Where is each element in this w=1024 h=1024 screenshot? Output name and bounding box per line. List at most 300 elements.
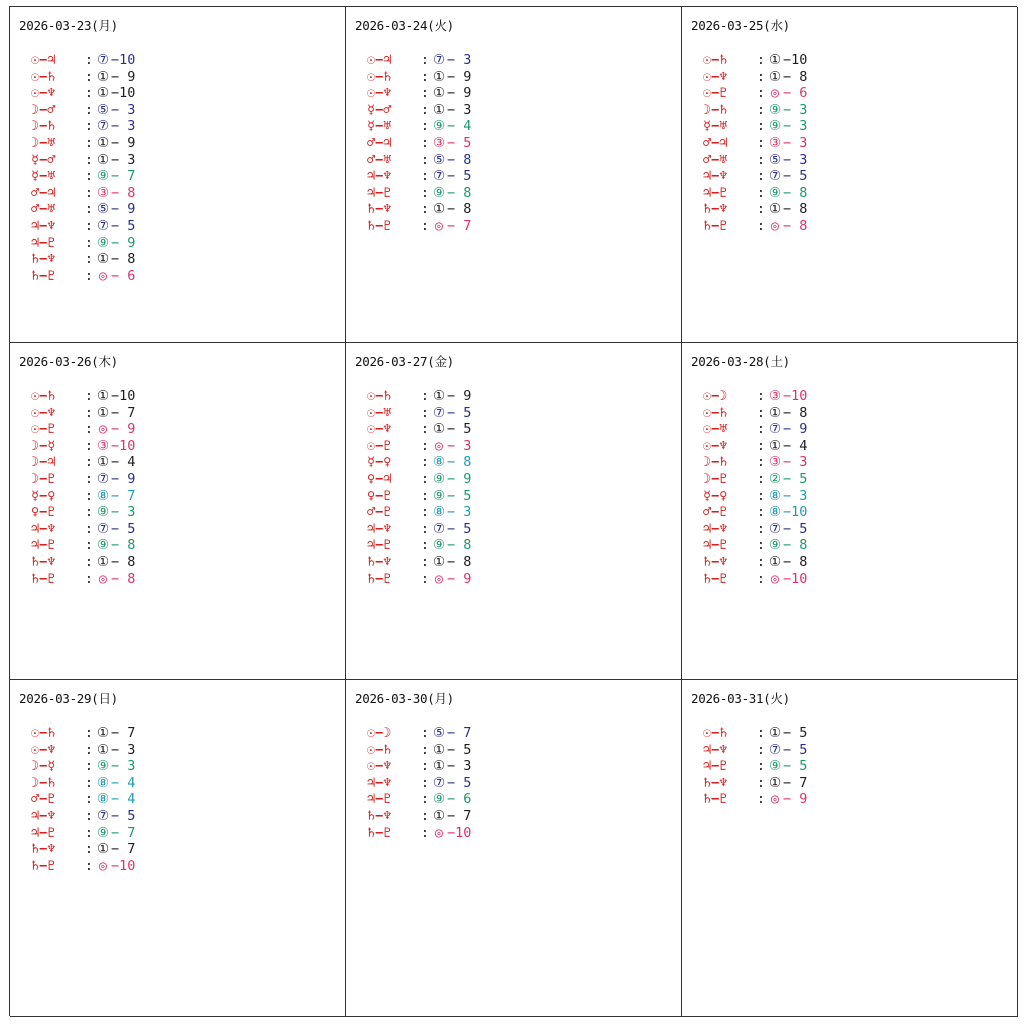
aspect-value: − 8 <box>783 184 808 201</box>
aspect-row <box>703 454 1017 471</box>
day-date: 2026-03-30(月) <box>355 691 454 706</box>
aspect-symbols: ☽−♇ <box>703 470 728 487</box>
separator: : <box>84 421 94 438</box>
aspect-list <box>31 388 345 587</box>
aspect-list <box>703 725 1017 808</box>
aspect-circled-number: ⑤ <box>432 725 446 741</box>
aspect-list <box>31 52 345 284</box>
aspect-value: − 8 <box>783 404 808 421</box>
aspect-value: − 3 <box>447 101 472 118</box>
aspect-circled-number: ⑦ <box>96 520 110 537</box>
aspect-row <box>31 118 345 135</box>
separator: : <box>756 741 766 758</box>
separator: : <box>84 841 94 858</box>
aspect-value: −10 <box>111 388 136 404</box>
aspect-symbols: ☉−♄ <box>703 725 728 741</box>
separator: : <box>420 168 430 185</box>
aspect-value: − 4 <box>111 774 136 791</box>
aspect-value: −10 <box>111 437 136 454</box>
aspect-circled-number: ① <box>96 404 110 421</box>
aspect-row <box>31 537 345 554</box>
day-cell <box>10 680 346 1017</box>
separator: : <box>420 151 430 168</box>
aspect-circled-number: ⑨ <box>432 537 446 554</box>
aspect-row <box>367 537 681 554</box>
aspect-symbols: ♄−♇ <box>703 217 728 234</box>
aspect-row <box>31 421 345 438</box>
separator: : <box>756 85 766 102</box>
aspect-circled-number: ① <box>96 68 110 85</box>
separator: : <box>84 101 94 118</box>
aspect-row <box>703 52 1017 69</box>
separator: : <box>84 504 94 521</box>
day-date: 2026-03-24(火) <box>355 18 454 33</box>
aspect-row <box>703 152 1017 169</box>
aspect-symbols: ☿−♅ <box>367 118 392 135</box>
aspect-value: − 5 <box>783 725 808 741</box>
aspect-circled-number: ⑦ <box>432 52 446 68</box>
separator: : <box>84 758 94 775</box>
aspect-symbols: ♃−♆ <box>367 774 392 791</box>
aspect-circled-number: ① <box>768 404 782 421</box>
aspect-circled-number: ⑦ <box>432 168 446 185</box>
aspect-row <box>31 102 345 119</box>
aspect-value: − 8 <box>111 184 136 201</box>
aspect-circled-number: ① <box>96 151 110 168</box>
aspect-symbols: ☉−♆ <box>367 421 392 438</box>
aspect-circled-number: ⑦ <box>432 404 446 421</box>
aspect-row <box>31 742 345 759</box>
aspect-circled-number: ◎ <box>98 857 108 874</box>
aspect-symbols: ☉−♅ <box>703 421 728 438</box>
aspect-circled-number: ◎ <box>434 217 444 234</box>
day-cell <box>346 680 682 1017</box>
separator: : <box>84 791 94 808</box>
day-cell <box>682 343 1018 680</box>
aspect-row <box>703 185 1017 202</box>
aspect-symbols: ☉−♄ <box>703 404 728 421</box>
aspect-circled-number: ◎ <box>770 85 780 102</box>
aspect-symbols: ☉−♇ <box>31 421 56 438</box>
aspect-value: − 9 <box>447 470 472 487</box>
aspect-circled-number: ⑧ <box>96 791 110 808</box>
aspect-symbols: ♄−♆ <box>31 841 56 858</box>
aspect-circled-number: ◎ <box>770 791 780 808</box>
aspect-symbols: ♄−♇ <box>703 570 728 587</box>
aspect-value: − 4 <box>111 791 136 808</box>
aspect-value: − 5 <box>783 168 808 185</box>
aspect-symbols: ♃−♇ <box>31 824 56 841</box>
aspect-row <box>703 521 1017 538</box>
aspect-circled-number: ① <box>432 741 446 758</box>
aspect-row <box>703 102 1017 119</box>
aspect-value: − 5 <box>447 421 472 438</box>
aspect-row <box>367 471 681 488</box>
aspect-value: − 9 <box>447 388 472 404</box>
separator: : <box>756 758 766 775</box>
aspect-symbols: ♃−♇ <box>703 537 728 554</box>
aspect-value: − 7 <box>447 725 472 741</box>
aspect-value: − 9 <box>447 85 472 102</box>
aspect-value: − 8 <box>783 217 808 234</box>
day-date: 2026-03-26(木) <box>19 354 118 369</box>
aspect-value: − 5 <box>447 487 472 504</box>
aspect-symbols: ☉−♆ <box>31 741 56 758</box>
separator: : <box>84 487 94 504</box>
aspect-symbols: ☉−♇ <box>367 437 392 454</box>
aspect-value: − 3 <box>783 151 808 168</box>
aspect-circled-number: ⑧ <box>768 487 782 504</box>
aspect-value: −10 <box>447 824 472 841</box>
aspect-circled-number: ⑨ <box>768 184 782 201</box>
separator: : <box>420 184 430 201</box>
aspect-row <box>367 421 681 438</box>
aspect-value: − 7 <box>111 404 136 421</box>
aspect-circled-number: ③ <box>432 134 446 151</box>
aspect-value: − 5 <box>447 774 472 791</box>
aspect-value: − 8 <box>111 251 136 268</box>
aspect-value: − 5 <box>783 741 808 758</box>
separator: : <box>420 741 430 758</box>
aspect-value: − 5 <box>447 520 472 537</box>
separator: : <box>420 725 430 741</box>
aspect-circled-number: ◎ <box>770 217 780 234</box>
aspect-value: − 9 <box>111 201 136 218</box>
aspect-circled-number: ⑨ <box>432 791 446 808</box>
aspect-symbols: ☽−☿ <box>31 758 56 775</box>
separator: : <box>756 151 766 168</box>
aspect-symbols: ♄−♇ <box>31 857 56 874</box>
separator: : <box>420 553 430 570</box>
separator: : <box>756 437 766 454</box>
aspect-row <box>703 471 1017 488</box>
aspect-value: − 9 <box>111 470 136 487</box>
aspect-circled-number: ◎ <box>770 570 780 587</box>
aspect-circled-number: ⑦ <box>96 52 110 68</box>
separator: : <box>84 234 94 251</box>
aspect-circled-number: ① <box>96 388 110 404</box>
aspect-row <box>31 438 345 455</box>
separator: : <box>756 404 766 421</box>
aspect-value: − 7 <box>111 725 136 741</box>
separator: : <box>420 437 430 454</box>
separator: : <box>420 570 430 587</box>
day-cell <box>682 680 1018 1017</box>
aspect-symbols: ♃−♆ <box>703 168 728 185</box>
aspect-list <box>367 52 681 235</box>
separator: : <box>756 421 766 438</box>
aspect-symbols: ☽−♄ <box>31 118 56 135</box>
aspect-circled-number: ① <box>768 437 782 454</box>
separator: : <box>84 85 94 102</box>
aspect-symbols: ♃−♆ <box>367 520 392 537</box>
aspect-symbols: ☿−♂ <box>31 151 56 168</box>
aspect-symbols: ☽−♇ <box>31 470 56 487</box>
aspect-list <box>367 388 681 587</box>
aspect-circled-number: ⑦ <box>96 807 110 824</box>
aspect-symbols: ♃−♇ <box>367 184 392 201</box>
aspect-row <box>703 488 1017 505</box>
aspect-row <box>367 69 681 86</box>
aspect-value: − 5 <box>447 741 472 758</box>
aspect-row <box>367 405 681 422</box>
separator: : <box>756 487 766 504</box>
aspect-symbols: ♄−♆ <box>703 774 728 791</box>
separator: : <box>756 388 766 404</box>
aspect-symbols: ♃−♇ <box>703 184 728 201</box>
aspect-circled-number: ◎ <box>434 570 444 587</box>
aspect-value: − 8 <box>111 553 136 570</box>
aspect-circled-number: ① <box>96 85 110 102</box>
aspect-circled-number: ① <box>432 85 446 102</box>
aspect-row <box>367 554 681 571</box>
aspect-symbols: ♂−♃ <box>703 134 728 151</box>
separator: : <box>756 134 766 151</box>
aspect-value: − 8 <box>447 184 472 201</box>
aspect-row <box>703 504 1017 521</box>
aspect-circled-number: ③ <box>768 388 782 404</box>
aspect-row <box>31 454 345 471</box>
aspect-symbols: ☉−♄ <box>367 68 392 85</box>
aspect-value: − 3 <box>111 118 136 135</box>
separator: : <box>84 807 94 824</box>
aspect-symbols: ♄−♇ <box>31 570 56 587</box>
separator: : <box>84 741 94 758</box>
aspect-list <box>703 388 1017 587</box>
separator: : <box>84 134 94 151</box>
aspect-row <box>703 742 1017 759</box>
separator: : <box>756 217 766 234</box>
separator: : <box>756 537 766 554</box>
aspect-circled-number: ⑨ <box>768 758 782 775</box>
aspect-circled-number: ⑤ <box>432 151 446 168</box>
aspect-value: − 4 <box>447 118 472 135</box>
aspect-value: −10 <box>111 52 136 68</box>
aspect-row <box>31 85 345 102</box>
day-date: 2026-03-27(金) <box>355 354 454 369</box>
aspect-symbols: ♄−♇ <box>367 570 392 587</box>
aspect-row <box>703 775 1017 792</box>
aspect-value: − 3 <box>783 101 808 118</box>
aspect-symbols: ♄−♆ <box>31 553 56 570</box>
aspect-symbols: ☉−♆ <box>367 85 392 102</box>
aspect-circled-number: ① <box>432 68 446 85</box>
aspect-symbols: ♃−♇ <box>31 234 56 251</box>
day-date: 2026-03-31(火) <box>691 691 790 706</box>
aspect-value: − 8 <box>447 553 472 570</box>
aspect-symbols: ♃−♇ <box>367 537 392 554</box>
day-cell <box>10 343 346 680</box>
aspect-value: − 5 <box>111 807 136 824</box>
aspect-symbols: ☽−♂ <box>31 101 56 118</box>
aspect-circled-number: ③ <box>96 184 110 201</box>
separator: : <box>84 520 94 537</box>
aspect-symbols: ♂−♇ <box>703 504 728 521</box>
aspect-circled-number: ◎ <box>98 267 108 284</box>
separator: : <box>84 201 94 218</box>
aspect-row <box>703 405 1017 422</box>
aspect-row <box>367 218 681 235</box>
separator: : <box>420 388 430 404</box>
aspect-circled-number: ⑨ <box>432 487 446 504</box>
aspect-symbols: ☉−♅ <box>367 404 392 421</box>
aspect-value: − 9 <box>111 68 136 85</box>
separator: : <box>84 404 94 421</box>
aspect-row <box>367 775 681 792</box>
aspect-circled-number: ⑤ <box>96 101 110 118</box>
separator: : <box>756 570 766 587</box>
aspect-symbols: ♂−♅ <box>31 201 56 218</box>
separator: : <box>84 184 94 201</box>
aspect-value: −10 <box>783 570 808 587</box>
aspect-circled-number: ⑨ <box>432 118 446 135</box>
separator: : <box>84 470 94 487</box>
aspect-value: − 3 <box>447 52 472 68</box>
aspect-row <box>367 388 681 405</box>
aspect-circled-number: ⑦ <box>432 774 446 791</box>
aspect-row <box>367 791 681 808</box>
aspect-row <box>31 758 345 775</box>
aspect-circled-number: ① <box>768 52 782 68</box>
aspect-row <box>31 571 345 588</box>
aspect-row <box>367 488 681 505</box>
aspect-circled-number: ① <box>432 421 446 438</box>
aspect-symbols: ☉−♄ <box>31 388 56 404</box>
aspect-symbols: ♄−♆ <box>703 553 728 570</box>
aspect-value: − 7 <box>111 824 136 841</box>
aspect-value: − 6 <box>783 85 808 102</box>
aspect-circled-number: ⑨ <box>432 184 446 201</box>
aspect-row <box>703 118 1017 135</box>
aspect-circled-number: ◎ <box>434 824 444 841</box>
aspect-list <box>367 725 681 841</box>
aspect-value: − 5 <box>447 134 472 151</box>
aspect-row <box>367 152 681 169</box>
aspect-row <box>31 808 345 825</box>
aspect-row <box>31 185 345 202</box>
separator: : <box>84 454 94 471</box>
separator: : <box>84 857 94 874</box>
day-cell <box>346 7 682 343</box>
aspect-symbols: ♃−♆ <box>31 217 56 234</box>
aspect-symbols: ♄−♆ <box>367 201 392 218</box>
aspect-row <box>31 168 345 185</box>
aspect-row <box>367 725 681 742</box>
aspect-symbols: ♄−♆ <box>367 807 392 824</box>
aspect-row <box>703 421 1017 438</box>
separator: : <box>84 168 94 185</box>
aspect-symbols: ☽−♅ <box>31 134 56 151</box>
aspect-symbols: ♃−♇ <box>703 758 728 775</box>
separator: : <box>756 520 766 537</box>
aspect-row <box>703 218 1017 235</box>
aspect-symbols: ☉−♆ <box>31 85 56 102</box>
aspect-circled-number: ③ <box>96 437 110 454</box>
aspect-value: − 8 <box>111 537 136 554</box>
aspect-row <box>703 168 1017 185</box>
separator: : <box>756 470 766 487</box>
aspect-circled-number: ① <box>96 251 110 268</box>
day-date: 2026-03-25(水) <box>691 18 790 33</box>
aspect-circled-number: ③ <box>768 134 782 151</box>
aspect-value: − 5 <box>783 758 808 775</box>
aspect-circled-number: ① <box>432 553 446 570</box>
aspect-value: − 4 <box>783 437 808 454</box>
aspect-value: − 3 <box>111 504 136 521</box>
aspect-circled-number: ⑨ <box>96 537 110 554</box>
aspect-circled-number: ① <box>432 101 446 118</box>
aspect-row <box>703 758 1017 775</box>
aspect-symbols: ♄−♇ <box>31 267 56 284</box>
aspect-symbols: ☉−♆ <box>367 758 392 775</box>
aspect-row <box>367 808 681 825</box>
aspect-circled-number: ① <box>432 807 446 824</box>
separator: : <box>756 118 766 135</box>
aspect-symbols: ♀−♇ <box>31 504 56 521</box>
aspect-symbols: ♂−♇ <box>31 791 56 808</box>
separator: : <box>420 454 430 471</box>
aspect-circled-number: ⑦ <box>768 741 782 758</box>
separator: : <box>84 68 94 85</box>
aspect-row <box>367 135 681 152</box>
separator: : <box>420 470 430 487</box>
separator: : <box>420 134 430 151</box>
aspect-value: − 3 <box>111 101 136 118</box>
separator: : <box>420 807 430 824</box>
aspect-value: − 3 <box>111 151 136 168</box>
aspect-circled-number: ⑦ <box>768 520 782 537</box>
separator: : <box>756 725 766 741</box>
aspect-value: − 8 <box>447 454 472 471</box>
aspect-symbols: ☉−☽ <box>367 725 392 741</box>
separator: : <box>756 504 766 521</box>
aspect-symbols: ♂−♇ <box>367 504 392 521</box>
aspect-row <box>31 471 345 488</box>
aspect-row <box>31 69 345 86</box>
separator: : <box>420 118 430 135</box>
aspect-symbols: ☽−☿ <box>31 437 56 454</box>
aspect-symbols: ♃−♆ <box>703 741 728 758</box>
aspect-circled-number: ⑨ <box>768 537 782 554</box>
aspect-value: − 3 <box>447 758 472 775</box>
aspect-row <box>31 504 345 521</box>
aspect-symbols: ♄−♇ <box>367 217 392 234</box>
separator: : <box>420 52 430 68</box>
aspect-value: − 7 <box>111 841 136 858</box>
aspect-symbols: ☉−♆ <box>703 68 728 85</box>
aspect-value: − 3 <box>783 118 808 135</box>
separator: : <box>420 85 430 102</box>
aspect-row <box>703 571 1017 588</box>
separator: : <box>420 101 430 118</box>
aspect-value: − 8 <box>447 201 472 218</box>
separator: : <box>756 201 766 218</box>
aspect-value: − 3 <box>111 758 136 775</box>
aspect-symbols: ☽−♄ <box>703 454 728 471</box>
aspect-row <box>31 388 345 405</box>
aspect-symbols: ☉−♄ <box>31 68 56 85</box>
aspect-symbols: ☽−♄ <box>31 774 56 791</box>
aspect-symbols: ♄−♆ <box>31 251 56 268</box>
aspect-symbols: ☿−♀ <box>31 487 56 504</box>
aspect-row <box>703 388 1017 405</box>
aspect-row <box>367 758 681 775</box>
separator: : <box>756 454 766 471</box>
aspect-circled-number: ① <box>96 741 110 758</box>
aspect-symbols: ☽−♄ <box>703 101 728 118</box>
aspect-circled-number: ① <box>768 201 782 218</box>
aspect-circled-number: ⑨ <box>96 824 110 841</box>
